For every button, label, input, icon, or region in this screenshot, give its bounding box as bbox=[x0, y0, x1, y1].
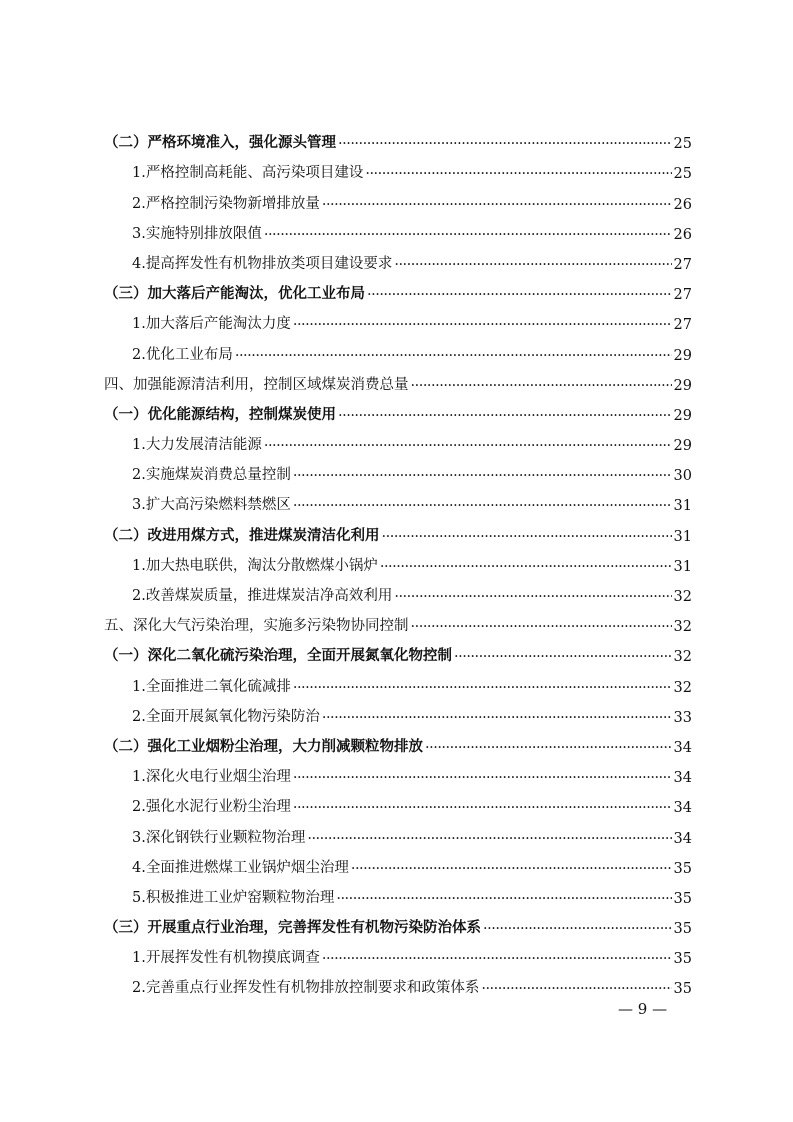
toc-entry-title: 4.提高挥发性有机物排放类项目建设要求 bbox=[132, 255, 393, 272]
toc-entry bbox=[104, 364, 692, 394]
toc-entry bbox=[104, 696, 692, 726]
toc-entry-title: 1.加大落后产能淘汰力度 bbox=[132, 316, 291, 333]
toc-entry-title: 3.深化钢铁行业颗粒物治理 bbox=[132, 829, 306, 846]
toc-entry-page: 35 bbox=[673, 951, 692, 968]
toc-entry bbox=[104, 816, 692, 846]
toc-entry-title: 4.全面推进燃煤工业锅炉烟尘治理 bbox=[132, 859, 349, 876]
toc-leader-dots bbox=[293, 680, 672, 696]
toc-entry-title: 1.严格控制高耗能、高污染项目建设 bbox=[132, 165, 364, 182]
toc-entry-title: 3.扩大高污染燃料禁燃区 bbox=[132, 497, 291, 514]
toc-leader-dots bbox=[382, 529, 672, 545]
toc-entry-title: 1.开展挥发性有机物摸底调查 bbox=[132, 950, 320, 967]
toc-entry-page: 32 bbox=[673, 619, 692, 636]
toc-leader-dots bbox=[411, 378, 672, 394]
toc-leader-dots bbox=[394, 257, 671, 273]
toc-leader-dots bbox=[365, 166, 671, 182]
table-of-contents bbox=[104, 122, 692, 997]
toc-leader-dots bbox=[322, 951, 672, 967]
toc-entry bbox=[104, 333, 692, 363]
toc-leader-dots bbox=[293, 770, 672, 786]
toc-entry bbox=[104, 454, 692, 484]
toc-entry-title: 2.严格控制污染物新增排放量 bbox=[132, 195, 320, 212]
toc-entry bbox=[104, 514, 692, 544]
toc-entry-title: 2.完善重点行业挥发性有机物排放控制要求和政策体系 bbox=[132, 980, 480, 997]
toc-entry-page: 27 bbox=[673, 287, 692, 304]
toc-entry bbox=[104, 605, 692, 635]
toc-leader-dots bbox=[380, 559, 672, 575]
toc-entry-page: 34 bbox=[673, 830, 692, 847]
toc-entry-page: 33 bbox=[673, 709, 692, 726]
toc-entry-page: 27 bbox=[673, 317, 692, 334]
toc-entry-title: （一）优化能源结构，控制煤炭使用 bbox=[104, 405, 336, 423]
toc-entry-title: 1.加大热电联供，淘汰分散燃煤小锅炉 bbox=[132, 557, 378, 574]
toc-entry-title: 五、深化大气污染治理，实施多污染物协同控制 bbox=[104, 618, 409, 635]
toc-entry-title: 1.大力发展清洁能源 bbox=[132, 437, 262, 454]
toc-leader-dots bbox=[293, 317, 672, 333]
toc-entry-page: 27 bbox=[673, 256, 692, 273]
toc-leader-dots bbox=[322, 197, 672, 213]
toc-entry bbox=[104, 394, 692, 424]
toc-entry-page: 32 bbox=[673, 649, 692, 666]
toc-leader-dots bbox=[336, 891, 671, 907]
toc-entry-page: 34 bbox=[673, 770, 692, 787]
toc-entry bbox=[104, 575, 692, 605]
toc-leader-dots bbox=[425, 740, 672, 756]
toc-leader-dots bbox=[264, 227, 672, 243]
toc-leader-dots bbox=[264, 438, 672, 454]
toc-leader-dots bbox=[454, 649, 672, 665]
toc-leader-dots bbox=[307, 831, 671, 847]
toc-entry-page: 34 bbox=[673, 800, 692, 817]
toc-leader-dots bbox=[293, 468, 672, 484]
toc-entry bbox=[104, 273, 692, 303]
toc-leader-dots bbox=[367, 287, 672, 303]
toc-entry-page: 35 bbox=[673, 981, 692, 998]
toc-entry bbox=[104, 213, 692, 243]
toc-leader-dots bbox=[481, 981, 671, 997]
toc-entry bbox=[104, 726, 692, 756]
toc-entry-page: 25 bbox=[673, 136, 692, 153]
toc-entry-title: 2.优化工业布局 bbox=[132, 346, 233, 363]
toc-entry-title: 5.积极推进工业炉窑颗粒物治理 bbox=[132, 889, 335, 906]
toc-entry bbox=[104, 303, 692, 333]
toc-entry bbox=[104, 484, 692, 514]
toc-entry-page: 31 bbox=[673, 498, 692, 515]
toc-entry-page: 30 bbox=[673, 468, 692, 485]
toc-entry bbox=[104, 847, 692, 877]
toc-leader-dots bbox=[322, 710, 672, 726]
toc-entry bbox=[104, 182, 692, 212]
toc-entry-page: 35 bbox=[673, 890, 692, 907]
toc-leader-dots bbox=[293, 800, 672, 816]
toc-entry-page: 26 bbox=[673, 226, 692, 243]
toc-entry-page: 26 bbox=[673, 196, 692, 213]
toc-leader-dots bbox=[338, 408, 672, 424]
toc-entry-page: 29 bbox=[673, 347, 692, 364]
toc-entry-title: （一）深化二氧化硫污染治理，全面开展氮氧化物控制 bbox=[104, 647, 452, 665]
toc-leader-dots bbox=[394, 589, 671, 605]
toc-entry-page: 32 bbox=[673, 589, 692, 605]
toc-entry-title: 2.实施煤炭消费总量控制 bbox=[132, 467, 291, 484]
toc-entry-page: 31 bbox=[673, 528, 692, 545]
toc-entry bbox=[104, 665, 692, 695]
toc-entry-title: （二）强化工业烟粉尘治理，大力削减颗粒物排放 bbox=[104, 737, 423, 755]
toc-entry bbox=[104, 424, 692, 454]
toc-entry-title: 3.实施特别排放限值 bbox=[132, 225, 262, 242]
toc-leader-dots bbox=[293, 498, 672, 514]
toc-entry bbox=[104, 152, 692, 182]
toc-entry-page: 35 bbox=[673, 860, 692, 877]
toc-leader-dots bbox=[411, 619, 672, 635]
toc-entry bbox=[104, 545, 692, 575]
toc-entry-title: 2.强化水泥行业粉尘治理 bbox=[132, 799, 291, 816]
toc-entry-title: 1.深化火电行业烟尘治理 bbox=[132, 769, 291, 786]
toc-entry bbox=[104, 877, 692, 907]
toc-entry bbox=[104, 243, 692, 273]
toc-entry-title: （三）开展重点行业治理，完善挥发性有机物污染防治体系 bbox=[104, 919, 481, 937]
toc-entry-page: 29 bbox=[673, 407, 692, 424]
toc-entry-title: 2.全面开展氮氧化物污染防治 bbox=[132, 708, 320, 725]
toc-entry-title: （二）严格环境准入，强化源头管理 bbox=[104, 134, 336, 152]
toc-entry bbox=[104, 907, 692, 937]
toc-leader-dots bbox=[351, 861, 672, 877]
toc-entry bbox=[104, 122, 692, 152]
toc-entry-title: 2.改善煤炭质量，推进煤炭洁净高效利用 bbox=[132, 588, 393, 604]
toc-entry-page: 32 bbox=[673, 679, 692, 696]
page-number: — 9 — bbox=[618, 1000, 668, 1018]
toc-leader-dots bbox=[483, 921, 672, 937]
toc-entry-title: 四、加强能源清洁利用，控制区域煤炭消费总量 bbox=[104, 376, 409, 393]
toc-leader-dots bbox=[235, 348, 672, 364]
toc-entry-page: 35 bbox=[673, 921, 692, 938]
toc-entry bbox=[104, 786, 692, 816]
toc-entry bbox=[104, 756, 692, 786]
toc-entry bbox=[104, 967, 692, 997]
toc-entry-title: （二）改进用煤方式，推进煤炭清洁化利用 bbox=[104, 526, 380, 544]
toc-entry bbox=[104, 937, 692, 967]
toc-leader-dots bbox=[338, 136, 672, 152]
toc-entry-page: 29 bbox=[673, 377, 692, 394]
toc-entry-title: （三）加大落后产能淘汰，优化工业布局 bbox=[104, 285, 365, 303]
toc-entry bbox=[104, 635, 692, 665]
toc-entry-page: 34 bbox=[673, 739, 692, 756]
toc-entry-page: 25 bbox=[673, 166, 692, 183]
toc-entry-page: 29 bbox=[673, 438, 692, 455]
toc-entry-page: 31 bbox=[673, 558, 692, 575]
toc-entry-title: 1.全面推进二氧化硫减排 bbox=[132, 678, 291, 695]
